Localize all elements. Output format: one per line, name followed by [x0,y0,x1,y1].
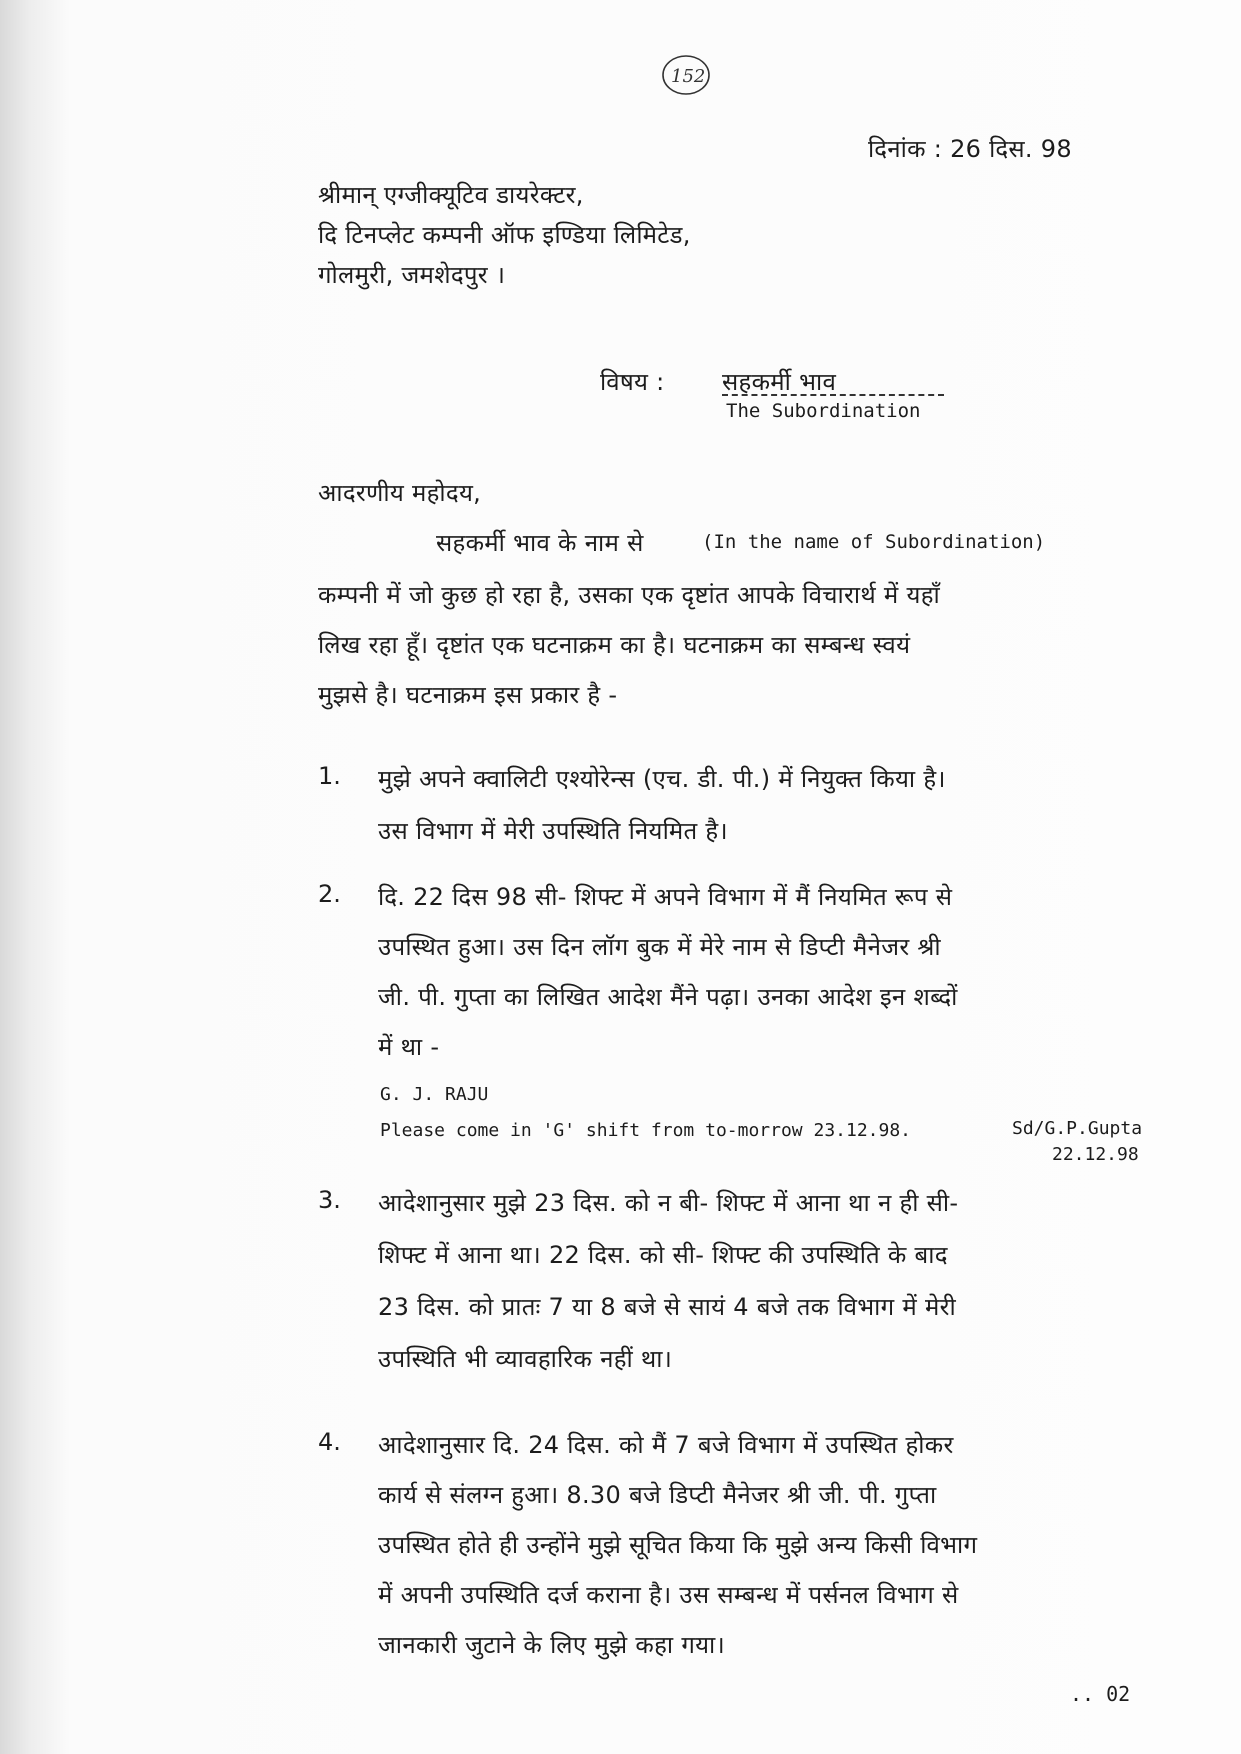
item-3-line-1: आदेशानुसार मुझे 23 दिस. को न बी- शिफ्ट में आना था न ही सी- [378,1189,959,1217]
folio-circle-icon [660,52,712,98]
item-3-line-2: शिफ्ट में आना था। 22 दिस. को सी- शिफ्ट की उपस्थिति के बाद [378,1241,948,1269]
item-1-number: 1. [318,762,341,790]
item-4-line-5: जानकारी जुटाने के लिए मुझे कहा गया। [378,1631,725,1659]
order-signature-date: 22.12.98 [1052,1144,1139,1165]
item-1-line-2: उस विभाग में मेरी उपस्थिति नियमित है। [378,817,728,845]
item-4-number: 4. [318,1428,341,1456]
subject-label: विषय : [600,368,665,396]
page-continue-marker: .. 02 [1070,1682,1131,1706]
order-signature: Sd/G.P.Gupta [1012,1118,1143,1139]
recipient-line-3: गोलमुरी, जमशेदपुर । [318,261,506,289]
recipient-line-2: दि टिनप्लेट कम्पनी ऑफ इण्डिया लिमिटेड, [318,221,691,249]
intro-line-4: मुझसे है। घटनाक्रम इस प्रकार है - [318,681,618,709]
subject-value: सहकर्मी भाव [722,368,837,396]
intro-line-3: लिख रहा हूँ। दृष्टांत एक घटनाक्रम का है। घटनाक्रम का सम्बन्ध स्वयं [318,631,911,659]
item-2-line-3: जी. पी. गुप्ता का लिखित आदेश मैंने पढ़ा। उनका आदेश इन शब्दों [378,983,958,1011]
intro-line-2: कम्पनी में जो कुछ हो रहा है, उसका एक दृष्टांत आपके विचारार्थ में यहाँ [318,581,940,609]
intro-line-1-english: (In the name of Subordination) [702,531,1046,553]
item-4-line-4: में अपनी उपस्थिति दर्ज कराना है। उस सम्बन्ध में पर्सनल विभाग से [378,1581,959,1609]
item-4-line-1: आदेशानुसार दि. 24 दिस. को मैं 7 बजे विभाग में उपस्थित होकर [378,1431,954,1459]
intro-line-1-hindi: सहकर्मी भाव के नाम से [436,529,644,557]
item-4-line-2: कार्य से संलग्न हुआ। 8.30 बजे डिप्टी मैनेजर श्री जी. पी. गुप्ता [378,1481,937,1509]
item-3-line-3: 23 दिस. को प्रातः 7 या 8 बजे से सायं 4 बजे तक विभाग में मेरी [378,1293,956,1321]
order-text: Please come in 'G' shift from to-morrow 23.12.98. [380,1120,912,1141]
folio-stamp [660,52,712,98]
salutation: आदरणीय महोदय, [318,479,482,507]
item-4-line-3: उपस्थित होते ही उन्होंने मुझे सूचित किया कि मुझे अन्य किसी विभाग [378,1531,978,1559]
order-recipient: G. J. RAJU [380,1084,489,1105]
recipient-line-1: श्रीमान् एग्जीक्यूटिव डायरेक्टर, [318,181,584,209]
item-1-line-1: मुझे अपने क्वालिटी एश्योरेन्स (एच. डी. पी.) में नियुक्त किया है। [378,765,946,793]
item-2-line-1: दि. 22 दिस 98 सी- शिफ्ट में अपने विभाग में मैं नियमित रूप से [378,883,953,911]
item-2-line-4: में था - [378,1033,440,1061]
item-3-line-4: उपस्थिति भी व्यावहारिक नहीं था। [378,1345,673,1373]
item-2-line-2: उपस्थित हुआ। उस दिन लॉग बुक में मेरे नाम से डिप्टी मैनेजर श्री [378,933,941,961]
folio-number: 152 [671,66,706,87]
item-3-number: 3. [318,1186,341,1214]
item-2-number: 2. [318,880,341,908]
subject-english: The Subordination [726,400,921,422]
letter-date: दिनांक : 26 दिस. 98 [868,135,1072,163]
subject-underline [722,394,944,396]
